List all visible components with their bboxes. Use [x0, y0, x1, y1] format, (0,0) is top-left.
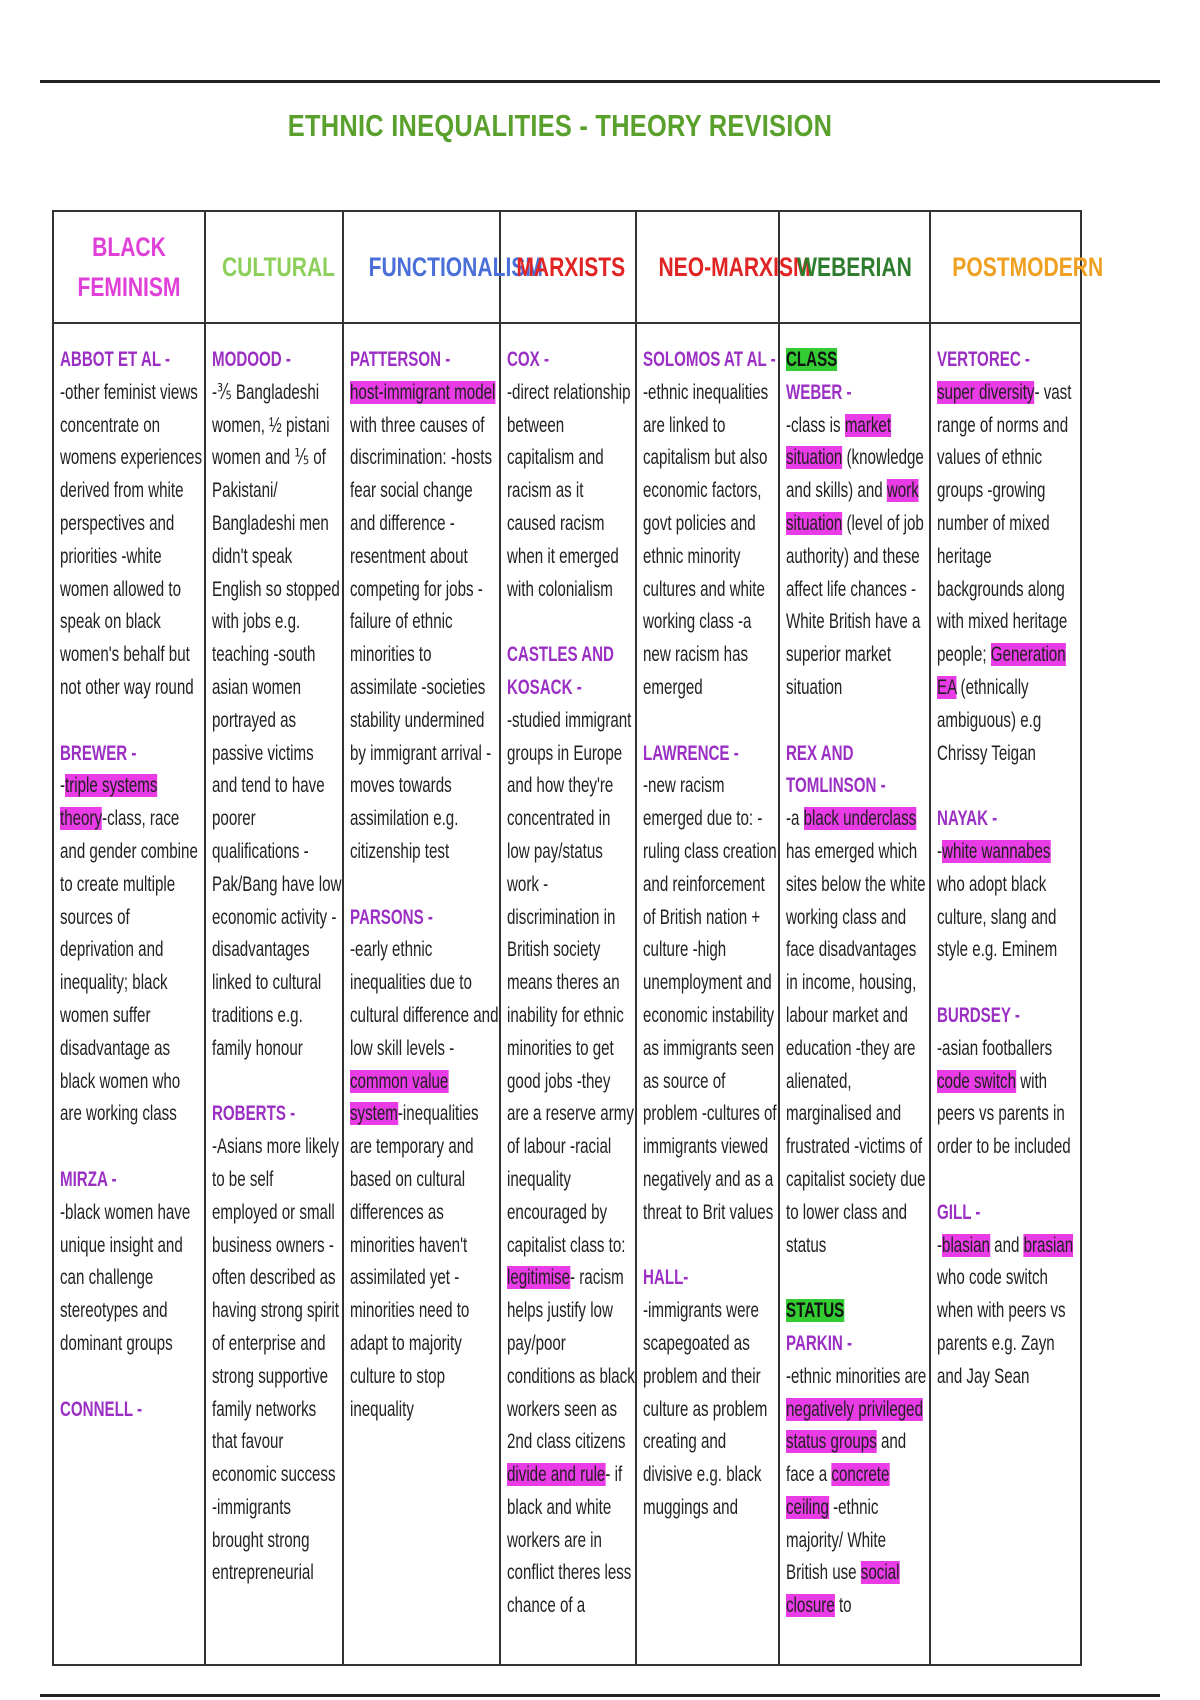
theorist-notes	[60, 1201, 190, 1355]
column-header-line: FEMINISM	[77, 272, 181, 302]
key-term-highlight: code switch	[937, 1069, 1016, 1093]
note-text: -ethnic inequalities are linked to capitalism but also economic factors, govt policies and ethnic minority cultures and white working class -a new racism has emerged	[643, 380, 769, 699]
theorist-notes	[786, 807, 926, 1256]
note-text: -	[937, 839, 943, 863]
theorist-block	[937, 803, 1080, 967]
theorist-block	[350, 344, 499, 869]
theorist-notes	[60, 381, 202, 699]
cell-marxists	[500, 323, 636, 1665]
bottom-rule	[40, 1694, 1160, 1697]
theorist-block	[60, 344, 204, 705]
theorist-block	[212, 344, 342, 1066]
content-row	[53, 323, 1081, 1665]
note-text: -black women have unique insight and can challenge stereotypes and dominant groups	[60, 1200, 191, 1355]
theorist-notes	[786, 414, 924, 699]
note-text: (ethnically ambiguous) e.g Chrissy Teigan	[937, 675, 1042, 765]
theorist-name: REX AND TOMLINSON -	[786, 741, 886, 798]
note-text: -inequalities are temporary and based on cultural differences as minorities haven't assimilated yet -minorities need to adapt to majority culture to stop inequality	[350, 1102, 479, 1421]
column-header-text	[222, 247, 335, 287]
key-term-highlight: concrete ceiling	[786, 1463, 890, 1519]
theorist-name: PARSONS -	[350, 905, 433, 929]
theorist-name: MIRZA -	[60, 1167, 117, 1191]
cell-postmodern	[930, 323, 1081, 1665]
note-text: -other feminist views concentrate on womens experiences derived from white perspectives and priorities -white women allowed to speak on black women's behalf but not other way round	[60, 380, 203, 699]
header-row	[53, 211, 1081, 323]
theorist-block	[643, 1262, 778, 1524]
column-header-line: NEO-MARXISM	[658, 252, 811, 282]
key-term-highlight: negatively privileged status groups	[786, 1397, 924, 1454]
note-text: -class is	[786, 413, 845, 437]
key-term-highlight: triple systems theory	[60, 774, 158, 831]
key-term-highlight: social closure	[786, 1561, 900, 1618]
key-term-highlight: host-immigrant model	[350, 380, 496, 404]
theorist-block	[507, 344, 635, 606]
note-text: -class, race and gender combine to create multiple sources of deprivation and inequality; black women suffer disadvantage as black women who are working class	[60, 807, 198, 1126]
theorist-name: ABBOT ET AL -	[60, 348, 171, 371]
theorist-notes	[786, 1365, 926, 1618]
column-header-line: BLACK	[92, 232, 166, 262]
page-title: ETHNIC INEQUALITIES - THEORY REVISION	[287, 108, 833, 143]
note-text: with peers vs parents in order to be included	[937, 1069, 1071, 1159]
column-header-text	[78, 227, 181, 307]
theorist-name: HALL-	[643, 1266, 689, 1290]
note-text: -⅗ Bangladeshi women, ½ pistani women and ⅕ of Pakistani/ Bangladeshi men didn't speak English so stopped with jobs e.g. teaching -south asian women portrayed as passive victims and tend to have poorer qualifications -Pak/Bang have low economic activity -disadvantages linked to cultural traditions e.g. family honour	[212, 380, 342, 1060]
theorist-name: ROBERTS -	[212, 1102, 296, 1126]
column-header-line: FUNCTIONALISM	[368, 252, 543, 282]
theorist-name: BREWER -	[60, 741, 137, 765]
theorist-block	[643, 738, 778, 1230]
cell-black-feminism	[53, 323, 205, 1665]
note-text: has emerged which sites below the white working class and face disadvantages in income, housing, labour market and education -they are alienated, marginalised and frustrated -victims of capitalist society due to lower class and status	[786, 839, 926, 1257]
note-text: who code switch when with peers vs parents e.g. Zayn and Jay Sean	[937, 1266, 1066, 1388]
note-text: to	[834, 1594, 852, 1618]
cell-functionalism	[343, 323, 500, 1665]
note-text: (level of job authority) and these affect life chances -White British have a superior market situation	[786, 511, 924, 699]
theorist-block	[60, 1164, 204, 1361]
theorist-notes	[937, 840, 1057, 961]
theorist-block	[350, 902, 499, 1427]
note-text: -	[937, 1233, 943, 1257]
theorist-name: LAWRENCE -	[643, 741, 739, 765]
key-term-highlight: Generation EA	[937, 643, 1066, 699]
header-marxists	[500, 211, 636, 323]
theorist-name: CASTLES AND KOSACK -	[507, 643, 614, 699]
note-text: - racism helps justify low pay/poor conditions as black workers seen as 2nd class citizens	[507, 1266, 635, 1454]
theorist-block	[937, 1197, 1080, 1394]
theorist-name: GILL -	[937, 1200, 981, 1224]
header-black-feminism	[53, 211, 205, 323]
theorist-notes	[60, 774, 198, 1125]
key-term-highlight: legitimise	[507, 1266, 571, 1290]
column-header-text	[797, 247, 912, 287]
theorist-block	[60, 1394, 204, 1427]
note-text: and face a	[786, 1430, 907, 1487]
note-text: -Asians more likely to be self employed or small business owners -often described as having strong spirit of enterprise and strong supportive family networks that favour economic success -immigrants brought strong entrepreneurial	[212, 1135, 339, 1585]
header-postmodern	[930, 211, 1104, 323]
note-text: -ethnic majority/ White British use	[786, 1495, 886, 1585]
cell-weberian	[779, 323, 930, 1665]
note-text: -asian footballers	[937, 1036, 1053, 1060]
theorist-notes	[643, 381, 768, 699]
key-term-highlight: work situation	[786, 479, 919, 535]
theorist-name: VERTOREC -	[937, 348, 1030, 371]
note-text: with three causes of discrimination: -hosts fear social change and difference -resentment about competing for jobs -failure of ethnic minorities to assimilate -societies stability undermined by immigrant arrival -moves towards assimilation e.g. citizenship test	[350, 413, 493, 863]
column-header-text	[658, 247, 810, 287]
key-term-highlight: divide and rule	[507, 1463, 606, 1487]
theorist-block	[937, 1000, 1080, 1164]
theorist-block	[786, 1295, 929, 1623]
key-term-highlight: super diversity	[937, 380, 1035, 404]
theory-table	[52, 210, 1104, 1666]
key-term-highlight: brasian	[1023, 1233, 1074, 1257]
theorist-name: MODOOD -	[212, 348, 291, 371]
theorist-block	[643, 344, 778, 705]
theorist-name: CONNELL -	[60, 1397, 143, 1421]
key-term-highlight: market situation	[786, 413, 892, 470]
theorist-notes	[643, 1299, 767, 1519]
theorist-block	[786, 738, 929, 1263]
note-text: -new racism emerged due to: -ruling class creation and reinforcement of British nation + culture -high unemployment and economic instability as immigrants seen as source of problem -cultures of immigrants viewed negatively and as a threat to Brit values	[643, 774, 777, 1224]
cell-neo-marxism	[636, 323, 779, 1665]
cell-cultural	[205, 323, 343, 1665]
note-text: and	[989, 1233, 1024, 1257]
theorist-notes	[937, 1037, 1071, 1158]
theorist-name: PARKIN -	[786, 1331, 853, 1355]
column-header-line: POSTMODERN	[952, 252, 1104, 282]
theorist-block	[507, 639, 635, 1623]
note-text: -ethnic minorities are	[786, 1364, 927, 1388]
header-weberian	[779, 211, 930, 323]
note-text: -early ethnic inequalities due to cultural difference and low skill levels -	[350, 938, 499, 1060]
theorist-name: SOLOMOS AT AL -	[643, 348, 776, 371]
theorist-name: BURDSEY -	[937, 1003, 1020, 1027]
theorist-block	[212, 1098, 342, 1590]
column-header-line: WEBERIAN	[797, 252, 912, 282]
theorist-notes	[212, 1135, 339, 1584]
note-text: - vast range of norms and values of ethnic groups -growing number of mixed heritage backgrounds along with mixed heritage people;	[937, 380, 1072, 667]
key-term-highlight: blasian	[942, 1233, 990, 1257]
note-text: -a	[786, 807, 804, 831]
column-header-text	[516, 247, 625, 287]
top-rule	[40, 80, 1160, 83]
note-text: -immigrants were scapegoated as problem and their culture as problem creating and divisive e.g. black muggings and	[643, 1299, 768, 1519]
theorist-notes	[350, 381, 495, 863]
key-term-highlight: white wannabes	[942, 839, 1051, 863]
theorist-notes	[350, 938, 499, 1420]
theorist-name: PATTERSON -	[350, 348, 451, 371]
header-functionalism	[343, 211, 543, 323]
theorist-notes	[507, 709, 635, 1618]
theorist-notes	[212, 381, 341, 1060]
column-header-text	[952, 247, 1103, 287]
theorist-name: COX -	[507, 348, 550, 371]
note-text: -studied immigrant groups in Europe and how they're concentrated in low pay/status work -discrimination in British society means theres an inability for ethnic minorities to get good jobs -they are a reserve army of labour -racial inequality encouraged by capitalist class to:	[507, 708, 634, 1257]
note-text: who adopt black culture, slang and style e.g. Eminem	[937, 872, 1058, 962]
note-text: - if black and white workers are in conflict theres less chance of a	[507, 1463, 632, 1618]
section-tag: STATUS	[786, 1299, 845, 1323]
note-text: -	[60, 774, 66, 798]
theorist-notes	[937, 1234, 1073, 1388]
key-term-highlight: common value system	[350, 1069, 449, 1126]
theorist-block	[60, 738, 204, 1132]
theorist-block	[786, 344, 929, 705]
note-text: (knowledge and skills) and	[786, 446, 924, 503]
theorist-name: NAYAK -	[937, 807, 998, 831]
column-header-line: CULTURAL	[221, 252, 336, 282]
column-header-line: MARXISTS	[516, 252, 626, 282]
theorist-notes	[937, 381, 1071, 765]
theorist-block	[937, 344, 1080, 770]
header-cultural	[205, 211, 343, 323]
theorist-notes	[507, 381, 631, 601]
note-text: -direct relationship between capitalism and racism as it caused racism when it emerged with colonialism	[507, 380, 631, 601]
section-tag: CLASS	[786, 348, 838, 371]
theorist-name: WEBER -	[786, 380, 852, 404]
header-neo-marxism	[636, 211, 811, 323]
key-term-highlight: black underclass	[803, 807, 917, 831]
theorist-notes	[643, 774, 777, 1223]
